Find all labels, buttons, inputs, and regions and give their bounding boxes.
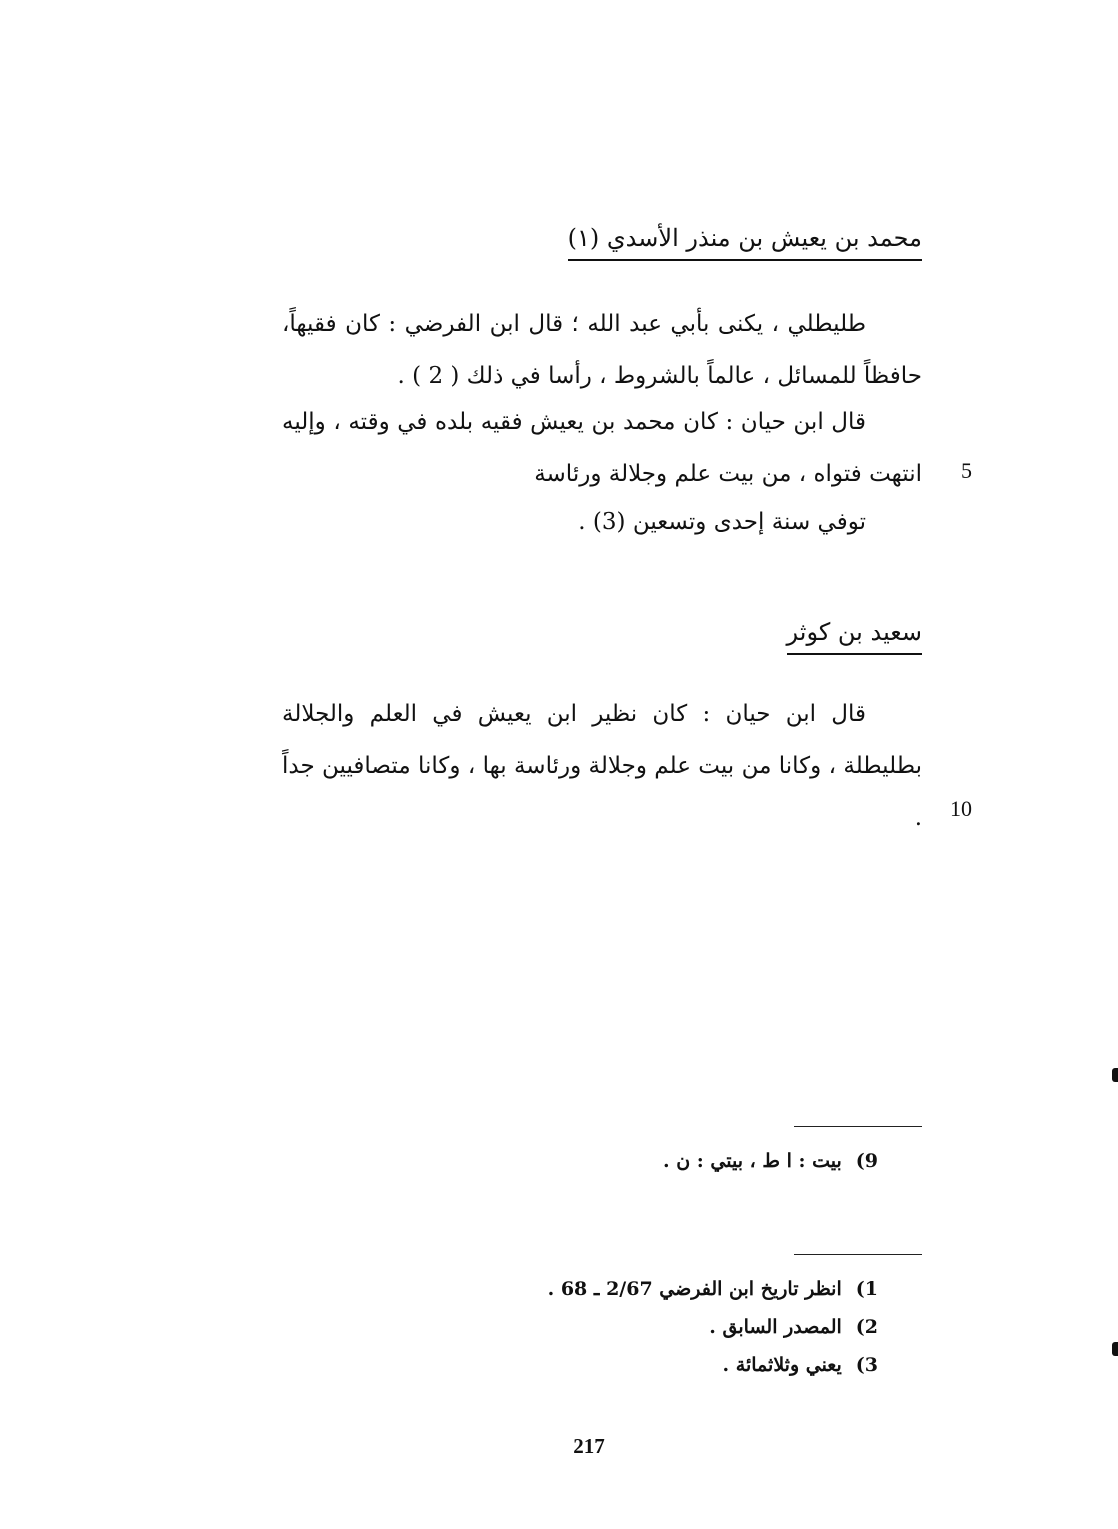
scan-edge-mark xyxy=(1112,1342,1118,1356)
entry-1-paragraph-1: طليطلي ، يكنى بأبي عبد الله ؛ قال ابن الفرضي : كان فقيهاً، حافظاً للمسائل ، عالماً بالشروط ، رأسا في ذلك ( 2 ) . xyxy=(282,311,922,389)
line-number-5: 5 xyxy=(961,458,972,483)
entry-heading-1: محمد بن يعيش بن منذر الأسدي (۱) xyxy=(568,224,922,261)
note-text: بيت : ا ط ، بيتي : ن . xyxy=(663,1150,842,1172)
note-number: 3) xyxy=(855,1354,878,1376)
footnote xyxy=(548,1270,878,1308)
footnote xyxy=(548,1346,878,1384)
apparatus-divider xyxy=(794,1126,922,1127)
entry-1-paragraph-3: توفي سنة إحدى وتسعين (3) . xyxy=(578,509,866,535)
footnote xyxy=(548,1308,878,1346)
note-text: المصدر السابق . xyxy=(709,1316,842,1338)
entry-2-paragraph-1: قال ابن حيان : كان نظير ابن يعيش في العلم والجلالة بطليطلة ، وكانا من بيت علم وجلالة ورئاسة بها ، وكانا متصافيين جداً . xyxy=(282,701,922,831)
page-number: 217 xyxy=(573,1434,605,1458)
entry-heading-2: سعيد بن كوثر xyxy=(787,618,922,655)
note-number: 1) xyxy=(855,1278,878,1300)
apparatus-note xyxy=(663,1142,878,1180)
apparatus-notes xyxy=(663,1142,878,1180)
line-number-10: 10 xyxy=(950,796,972,821)
scan-edge-mark xyxy=(1112,1068,1118,1082)
note-text: انظر تاريخ ابن الفرضي 2/67 ـ 68 . xyxy=(547,1278,842,1300)
note-text: يعني وثلاثمائة . xyxy=(722,1354,842,1376)
footnote-divider xyxy=(794,1254,922,1255)
footnotes xyxy=(548,1270,878,1384)
note-number: 2) xyxy=(855,1316,878,1338)
entry-1-paragraph-2: قال ابن حيان : كان محمد بن يعيش فقيه بلده في وقته ، وإليه انتهت فتواه ، من بيت علم وجلالة ورئاسة xyxy=(282,409,922,487)
note-number: 9) xyxy=(855,1150,878,1172)
